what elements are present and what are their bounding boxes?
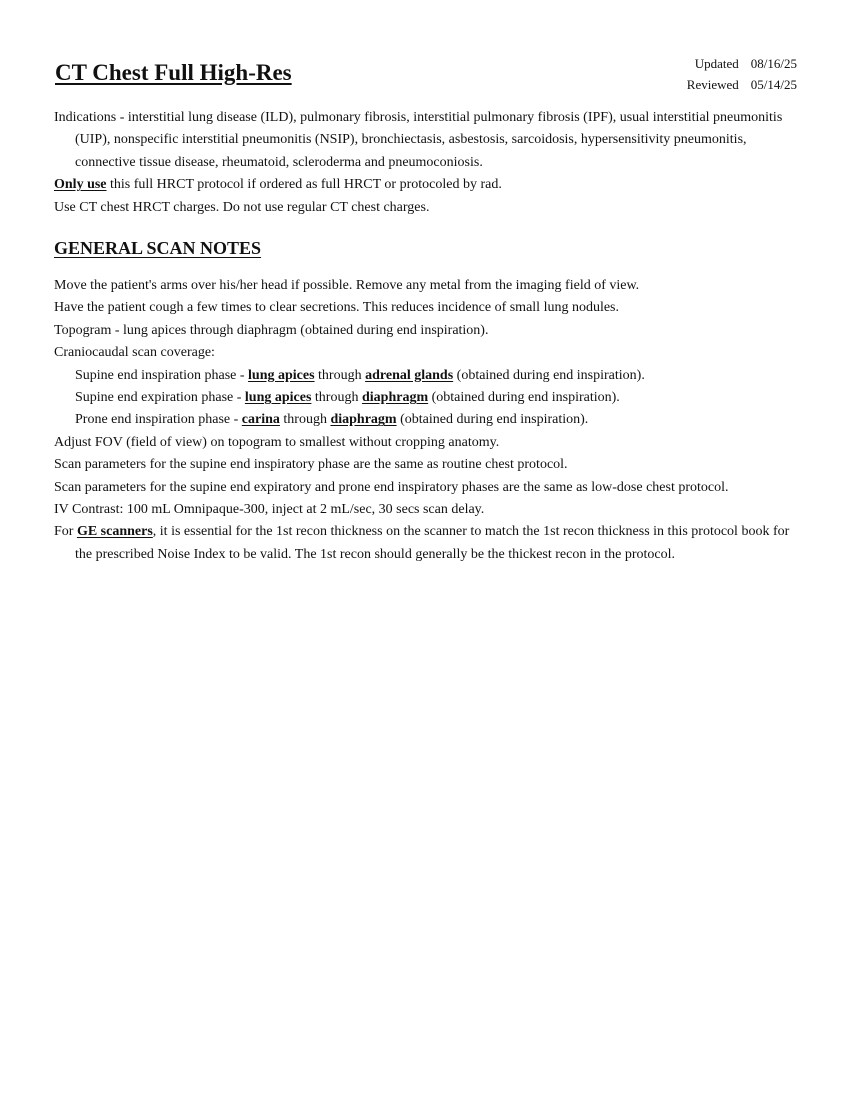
- general-scan-notes: [54, 275, 805, 566]
- phase-through: through: [311, 390, 362, 406]
- reviewed-row: [687, 74, 797, 95]
- note-contrast: IV Contrast: 100 mL Omnipaque-300, inject at 2 mL/sec, 30 secs scan delay.: [54, 502, 485, 518]
- note-params-expiratory: Scan parameters for the supine end expiratory and prone end inspiratory phases are the same as low-dose chest protocol.: [54, 479, 729, 495]
- phase-start: lung apices: [244, 390, 312, 406]
- only-use-emphasis: Only use: [54, 177, 107, 193]
- updated-row: [687, 53, 797, 74]
- phase-end: diaphragm: [330, 412, 397, 428]
- only-use-text: this full HRCT protocol if ordered as full HRCT or protocoled by rad.: [106, 177, 502, 193]
- note-topogram: Topogram - lung apices through diaphragm (obtained during end inspiration).: [54, 322, 489, 338]
- phase-suffix: (obtained during end inspiration).: [428, 390, 620, 406]
- revision-dates: [687, 53, 797, 95]
- note-fov: Adjust FOV (field of view) on topogram to smallest without cropping anatomy.: [54, 434, 500, 450]
- phase-name: Supine end expiration phase -: [75, 390, 245, 406]
- phase-through: through: [314, 367, 366, 383]
- ge-scanners-emphasis: GE scanners: [76, 524, 153, 540]
- note-params-inspiratory: Scan parameters for the supine end inspiratory phase are the same as routine chest protocol.: [54, 457, 568, 473]
- page-title: CT Chest Full High-Res: [55, 60, 292, 85]
- phase-end: diaphragm: [361, 390, 429, 406]
- phase-item: [54, 409, 805, 431]
- phase-item: [54, 387, 805, 409]
- phase-end: adrenal glands: [365, 367, 454, 383]
- updated-date: 08/16/25: [750, 56, 797, 71]
- section-heading-general-scan-notes: GENERAL SCAN NOTES: [54, 238, 262, 258]
- ge-prefix: For: [54, 524, 77, 540]
- reviewed-date: 05/14/25: [750, 77, 797, 92]
- indications-text: Indications - interstitial lung disease (ILD), pulmonary fibrosis, interstitial pulmonary fibrosis (IPF), usual interstitial pneumonitis (UIP), nonspecific interstitial pneumonitis (NSIP), bronchiectasis, asbestosis, sarcoidosis, hypersensitivity pneumonitis, connective tissue disease, rheumatoid, scleroderma and pneumoconiosis.: [54, 110, 783, 170]
- phase-suffix: (obtained during end inspiration).: [396, 412, 589, 428]
- phase-name: Prone end inspiration phase -: [75, 412, 242, 428]
- note-cough: Have the patient cough a few times to clear secretions. This reduces incidence of small lung nodules.: [54, 300, 620, 316]
- phase-start: carina: [241, 412, 280, 428]
- phase-suffix: (obtained during end inspiration).: [453, 367, 645, 383]
- only-use-line: [54, 174, 805, 196]
- intro-section: [54, 107, 805, 219]
- note-ge-scanners: [54, 521, 805, 566]
- phase-start: lung apices: [248, 367, 315, 383]
- phase-item: [54, 365, 805, 387]
- note-arms: Move the patient's arms over his/her head if possible. Remove any metal from the imaging field of view.: [54, 278, 640, 293]
- phase-through: through: [279, 412, 331, 428]
- note-coverage-label: Craniocaudal scan coverage:: [54, 345, 215, 361]
- ge-text: , it is essential for the 1st recon thickness on the scanner to match the 1st recon thickness in this protocol book for the prescribed Noise Index to be valid. The 1st recon should generally be the thickest recon in the protocol.: [75, 524, 790, 562]
- phase-name: Supine end inspiration phase -: [75, 367, 249, 383]
- reviewed-label: Reviewed: [686, 77, 739, 92]
- updated-label: Updated: [694, 56, 739, 71]
- charges-text: Use CT chest HRCT charges. Do not use regular CT chest charges.: [54, 199, 430, 215]
